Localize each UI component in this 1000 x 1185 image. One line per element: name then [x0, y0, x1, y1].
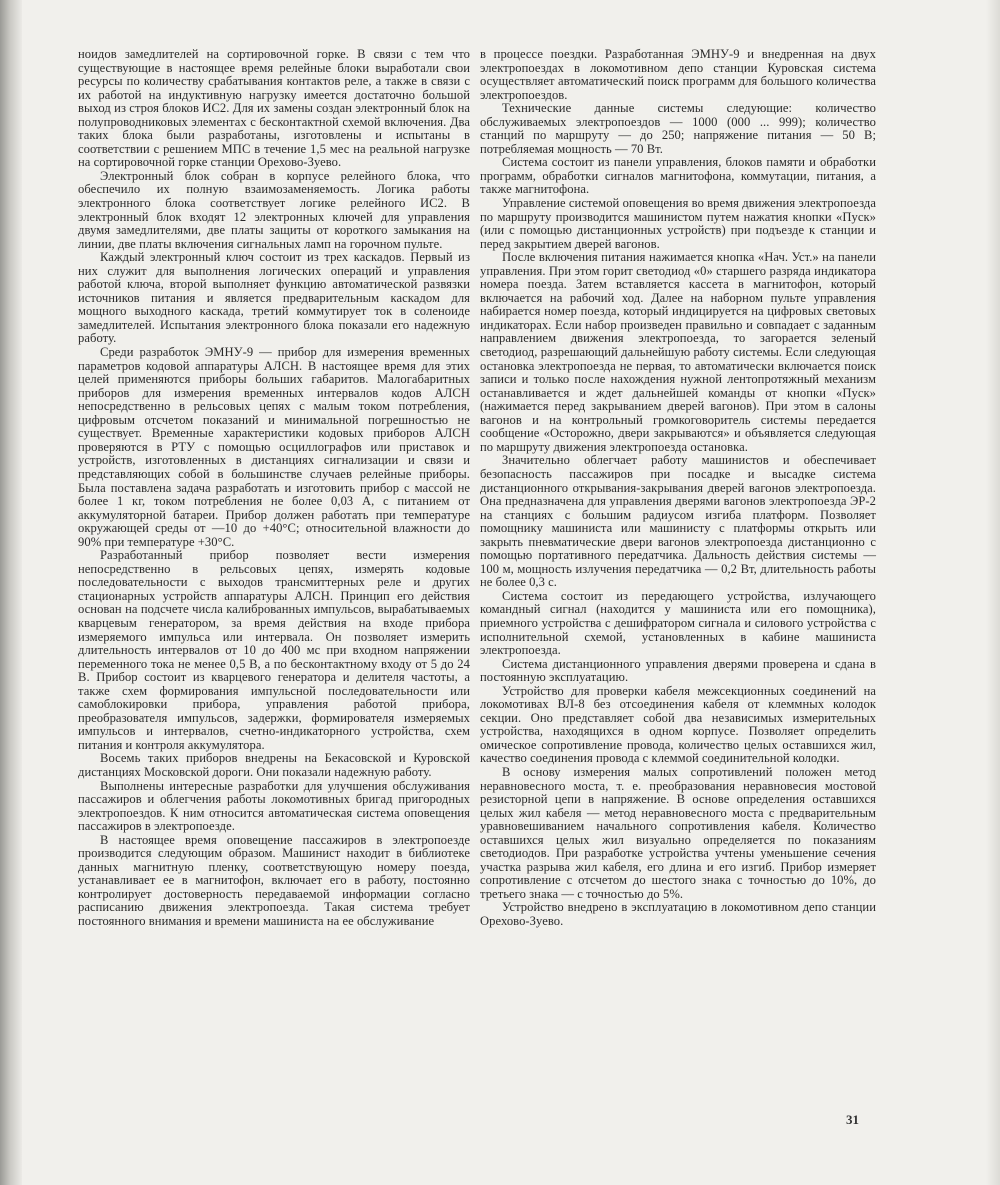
book-spine-shadow: [0, 0, 22, 1185]
paragraph: В основу измерения малых сопротивлений положен метод неравновесного моста, т. е. преобразования неравновесия мостовой резисторной цепи в напряжение. В основе определения оставшихся целых жил кабеля — метод неравновесного моста с предварительным уравновешиванием начального сопротивления кабеля. Количество оставшихся целых жил визуально определяется по показаниям светодиодов. При разработке устройства учтены уменьшение сечения участка разрыва жил кабеля, его длина и его изгиб. Прибор измеряет сопротивление с отсчетом до шестого знака с точностью до 10%, до третьего знака — с точностью до 5%.: [480, 764, 876, 901]
paragraph: В настоящее время оповещение пассажиров в электропоезде производится следующим образом. Машинист находит в библиотеке данных магнитную пленку, соответствующую номеру поезда, устанавливает ее в магнитофон, включает его в работу, постоянно контролирует достоверность передаваемой информации согласно расписанию движения электропоезда. Такая система требует постоянного внимания и времени машиниста на ее обслуживание: [78, 832, 470, 928]
paragraph: ноидов замедлителей на сортировочной горке. В связи с тем что существующие в настоящее время релейные блоки выработали свои ресурсы по количеству срабатывания контактов реле, а также в связи с их работой на индуктивную нагрузку имеется достаточно большой выход из строя блоков ИС2. Для их замены создан электронный блок на полупроводниковых элементах с бесконтактной схемой включения. Два таких блока были разработаны, изготовлены и испытаны в соответствии с решением МПС в течение 1,5 мес на реальной нагрузке на сортировочной горке станции Орехово-Зуево.: [78, 47, 470, 170]
paragraph: Управление системой оповещения во время движения электропоезда по маршруту производится машинистом путем нажатия кнопки «Пуск» (или с помощью дистанционных устройств) при подъезде к станции и перед закрытием дверей вагонов.: [480, 196, 876, 251]
paragraph: Технические данные системы следующие: количество обслуживаемых электропоездов — 1000 (000 ... 999); количество станций по маршруту — до 250; напряжение питания — 50 В; потребляемая мощность — 70 Вт.: [480, 101, 876, 156]
paragraph: Электронный блок собран в корпусе релейного блока, что обеспечило их полную взаимозаменяемость. Логика работы электронного блока соответствует логике релейного ИС2. В электронный блок входят 12 электронных ключей для управления двумя замедлителями, две платы защиты от короткого замыкания на линии, две платы включения сигнальных ламп на горочном пульте.: [78, 168, 470, 251]
left-text-column: [78, 48, 470, 929]
paragraph: Устройство внедрено в эксплуатацию в локомотивном депо станции Орехово-Зуево.: [480, 900, 876, 928]
paragraph: Восемь таких приборов внедрены на Бекасовской и Куровской дистанциях Московской дороги. Они показали надежную работу.: [78, 751, 470, 779]
paragraph: Среди разработок ЭМНУ-9 — прибор для измерения временных параметров кодовой аппаратуры АЛСН. В настоящее время для этих целей применяются приборы больших габаритов. Малогабаритных приборов для измерения временных интервалов кодов АЛСН непосредственно в рельсовых цепях с малым током потребления, цифровым отсчетом показаний и минимальной погрешностью не существует. Временные характеристики кодовых приборов АЛСН проверяются в РТУ с помощью осциллографов или приставок и устройств, изготовленных в дистанциях сигнализации и связи и представляющих собой в большинстве случаев релейные приборы. Была поставлена задача разработать и изготовить прибор с массой не более 1 кг, током потребления не более 0,03 А, с питанием от аккумуляторной батареи. Прибор должен работать при температуре окружающей среды от —10 до +40°С; относительной влажности до 90% при температуре +30°С.: [78, 345, 470, 549]
paragraph: Система состоит из панели управления, блоков памяти и обработки программ, обработки сигналов магнитофона, коммутации, питания, а также магнитофона.: [480, 155, 876, 197]
paragraph: Разработанный прибор позволяет вести измерения непосредственно в рельсовых цепях, измерять кодовые последовательности с выходов трансмиттерных реле и других стационарных устройств аппаратуры АЛСН. Принцип его действия основан на подсчете числа калиброванных импульсов, вырабатываемых кварцевым генератором, за время действия на входе прибора измеряемого импульса или интервала. Он позволяет измерить длительность интервалов от 10 до 400 мс при входном напряжении переменного тока не менее 0,5 В, а по бесконтактному входу от 5 до 24 В. Прибор состоит из кварцевого генератора и делителя частоты, а также схем формирования импульсной последовательности или самоблокировки прибора, управления работой прибора, преобразователя импульсов, задержки, формирователя измеряемых импульсов и интервалов, счетно-индикаторного устройства, схем питания и контроля аккумулятора.: [78, 548, 470, 752]
paragraph: Выполнены интересные разработки для улучшения обслуживания пассажиров и облегчения работы локомотивных бригад пригородных электропоездов. К ним относится автоматическая система оповещения пассажиров в электропоезде.: [78, 778, 470, 834]
paragraph: Каждый электронный ключ состоит из трех каскадов. Первый из них служит для выполнения логических операций и управления работой ключа, второй выполняет функцию автоматической развязки источников питания и является предварительным каскадом для мощного выходного каскада, третий коммутирует ток в соленоиде замедлителей. Испытания электронного блока показали его надежную работу.: [78, 250, 470, 346]
page-number: 31: [846, 1112, 859, 1127]
paragraph: После включения питания нажимается кнопка «Нач. Уст.» на панели управления. При этом горит светодиод «0» старшего разряда индикатора номера поезда. Затем вставляется кассета в магнитофон, который включается на рабочий ход. Далее на наборном пульте управления набирается номер поезда, который индицируется на цифровых световых индикаторах. Если набор произведен правильно и совпадает с заданным направлением движения электропоезда, то загорается зеленый светодиод, разрешающий дальнейшую работу системы. Если следующая остановка электропоезда не первая, то автоматически включается поиск записи и только после нахождения нужной лентопротяжный механизм останавливается и ждет дальнейшей команды от кнопки «Пуск» (нажимается перед закрыванием дверей вагонов). При этом в салоны вагонов и на контрольный громкоговоритель системы передается сообщение «Осторожно, двери закрываются» и объявляется следующая по маршруту движения электропоезда остановка.: [480, 250, 876, 454]
paragraph: Система дистанционного управления дверями проверена и сдана в постоянную эксплуатацию.: [480, 656, 876, 685]
paragraph: Устройство для проверки кабеля межсекционных соединений на локомотивах ВЛ-8 без отсоединения кабеля от клеммных колодок секции. Оно представляет собой два независимых измерительных устройства, находящихся в одном корпусе. Позволяет определить омическое сопротивление провода, количество целых оставшихся жил, качество соединения провода с клеммой соединительной колодки.: [480, 683, 876, 766]
right-text-column: [480, 48, 876, 929]
page-edge-shadow: [986, 0, 1000, 1185]
paragraph: Система состоит из передающего устройства, излучающего командный сигнал (находится у машиниста или его помощника), приемного устройства с дешифратором сигнала и силового устройства с исполнительной схемой, установленных в кабине машиниста электропоезда.: [480, 588, 876, 658]
paragraph: в процессе поездки. Разработанная ЭМНУ-9 и внедренная на двух электропоездах в локомотивном депо станции Куровская система осуществляет автоматический поиск программ для большого количества электропоездов.: [480, 47, 876, 102]
paragraph: Значительно облегчает работу машинистов и обеспечивает безопасность пассажиров при посадке и высадке система дистанционного открывания-закрывания дверей вагонов электропоезда. Она предназначена для управления дверями вагонов электропоезда ЭР-2 на станциях с большим радиусом изгиба платформ. Позволяет помощнику машиниста или машинисту с платформы открыть или закрыть пневматические двери вагонов электропоезда дистанционно с помощью портативного передатчика. Дальность действия системы — 100 м, мощность излучения передатчика — 0,2 Вт, длительность работы не более 0,3 с.: [480, 453, 876, 590]
